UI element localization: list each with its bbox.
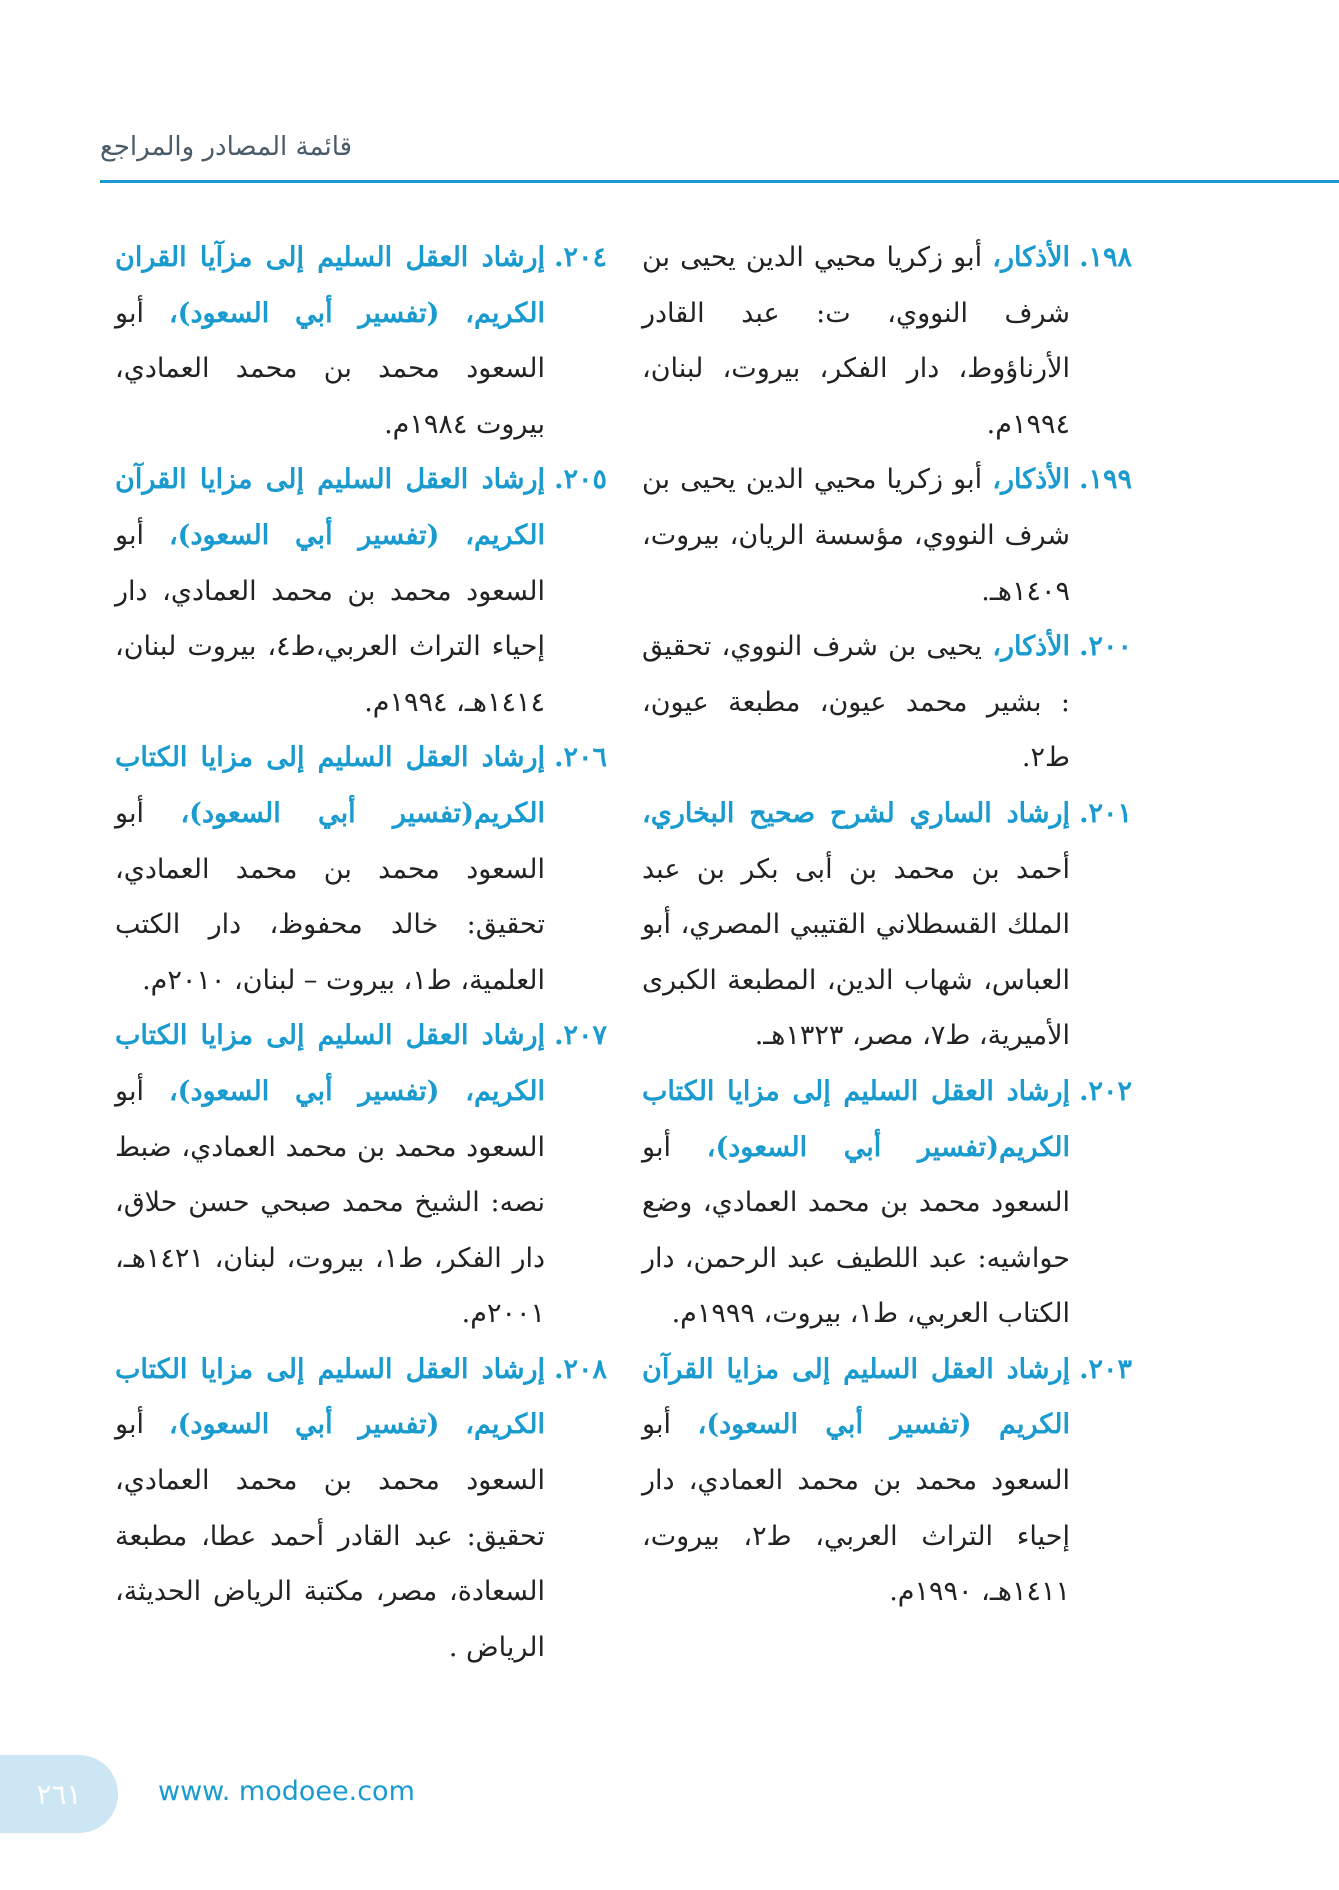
entry-number: ٢٠١. (1079, 797, 1132, 829)
reference-entry (642, 1064, 1132, 1342)
entry-body: أبو السعود محمد بن محمد العمادي، ضبط نصه: الشيخ محمد صبحي حسن حلاق، دار الفكر، ط١، بيروت، لبنان، ١٤٢١هـ، ٢٠٠١م. (115, 1075, 546, 1330)
entry-title: إرشاد العقل السليم إلى مزايا الكتاب الكريم(تفسير أبي السعود)، (642, 1075, 1070, 1163)
reference-entry (642, 452, 1132, 619)
reference-entry (115, 1008, 607, 1342)
entry-number: ٢٠٢. (1079, 1075, 1132, 1107)
entry-number: ٢٠٧. (554, 1020, 607, 1052)
reference-entry (642, 1342, 1132, 1620)
entry-number: ٢٠٤. (554, 242, 607, 273)
page-number: ٢٦١ (36, 1777, 82, 1811)
entry-title: إرشاد العقل السليم إلى مزايا القرآن الكريم (تفسير أبي السعود)، (642, 1353, 1071, 1441)
reference-entry (642, 230, 1132, 452)
entry-body: أبو السعود محمد بن محمد العمادي، بيروت ١٩٨٤م. (115, 297, 545, 440)
entry-body: أبو السعود محمد بن محمد العمادي، تحقيق: خالد محفوظ، دار الكتب العلمية، ط١، بيروت – لبنان، ٢٠١٠م. (115, 797, 545, 996)
entry-number: ٢٠٠. (1079, 631, 1132, 663)
website-link[interactable]: www. modoee.com (158, 1776, 415, 1807)
right-column (642, 230, 1132, 1620)
entry-body: أبو زكريا محيي الدين يحيى بن شرف النووي، ت: عبد القادر الأرناؤوط، دار الفكر، بيروت، لبنان، ١٩٩٤م. (642, 242, 1070, 440)
reference-entry (115, 452, 607, 730)
running-header-title: قائمة المصادر والمراجع (100, 132, 353, 162)
entry-number: ٢٠٥. (554, 464, 607, 496)
entry-number: ٢٠٣. (1079, 1353, 1132, 1385)
page-number-badge (0, 1755, 118, 1833)
entry-title: إرشاد العقل السليم إلى مزايا القرآن الكريم، (تفسير أبي السعود)، (115, 464, 545, 551)
entry-title: الأذكار، (992, 464, 1070, 496)
entry-body: أبو زكريا محيي الدين يحيى بن شرف النووي، مؤسسة الريان، بيروت، ١٤٠٩هـ. (642, 464, 1070, 607)
entry-body: أبو السعود محمد بن محمد العمادي، تحقيق: عبد القادر أحمد عطا، مطبعة السعادة، مصر، مكتبة الرياض الحديثة، الرياض . (115, 1409, 545, 1663)
reference-entry (115, 730, 607, 1008)
entry-title: إرشاد العقل السليم إلى مزايا الكتاب الكريم، (تفسير أبي السعود)، (115, 1353, 545, 1441)
entry-body: أبو السعود محمد بن محمد العمادي، دار إحياء التراث العربي، ط٢، بيروت، ١٤١١هـ، ١٩٩٠م. (642, 1409, 1070, 1608)
entry-title: الأذكار، (992, 242, 1070, 273)
entry-number: ١٩٩. (1079, 464, 1132, 496)
reference-entry (642, 619, 1132, 786)
entry-body: أحمد بن محمد بن أبى بكر بن عبد الملك القسطلاني القتيبي المصري، أبو العباس، شهاب الدين، المطبعة الكبرى الأميرية، ط٧، مصر، ١٣٢٣هـ. (642, 853, 1070, 1052)
header-divider (100, 180, 1339, 183)
entry-number: ٢٠٨. (554, 1353, 607, 1385)
entry-body: يحيى بن شرف النووي، تحقيق : بشير محمد عيون، مطبعة عيون، ط٢. (642, 631, 1070, 774)
entry-body: أبو السعود محمد بن محمد العمادي، وضع حواشيه: عبد اللطيف عبد الرحمن، دار الكتاب العربي، ط١، بيروت، ١٩٩٩م. (642, 1131, 1070, 1330)
reference-entry (115, 230, 607, 452)
entry-title: إرشاد العقل السليم إلى مزايا الكتاب الكريم(تفسير أبي السعود)، (115, 742, 545, 829)
entry-number: ٢٠٦. (554, 742, 607, 774)
reference-entry (115, 1342, 607, 1676)
entry-number: ١٩٨. (1079, 242, 1132, 273)
entry-title: الأذكار، (992, 631, 1070, 663)
entry-title: إرشاد الساري لشرح صحيح البخاري، (642, 797, 1070, 829)
entry-title: إرشاد العقل السليم إلى مزآيا القران الكريم، (تفسير أبي السعود)، (115, 242, 545, 329)
reference-entry (642, 786, 1132, 1064)
entry-title: إرشاد العقل السليم إلى مزايا الكتاب الكريم، (تفسير أبي السعود)، (115, 1020, 545, 1107)
entry-body: أبو السعود محمد بن محمد العمادي، دار إحياء التراث العربي،ط٤، بيروت لبنان، ١٤١٤هـ، ١٩٩٤م. (115, 519, 545, 718)
left-column (115, 230, 607, 1675)
